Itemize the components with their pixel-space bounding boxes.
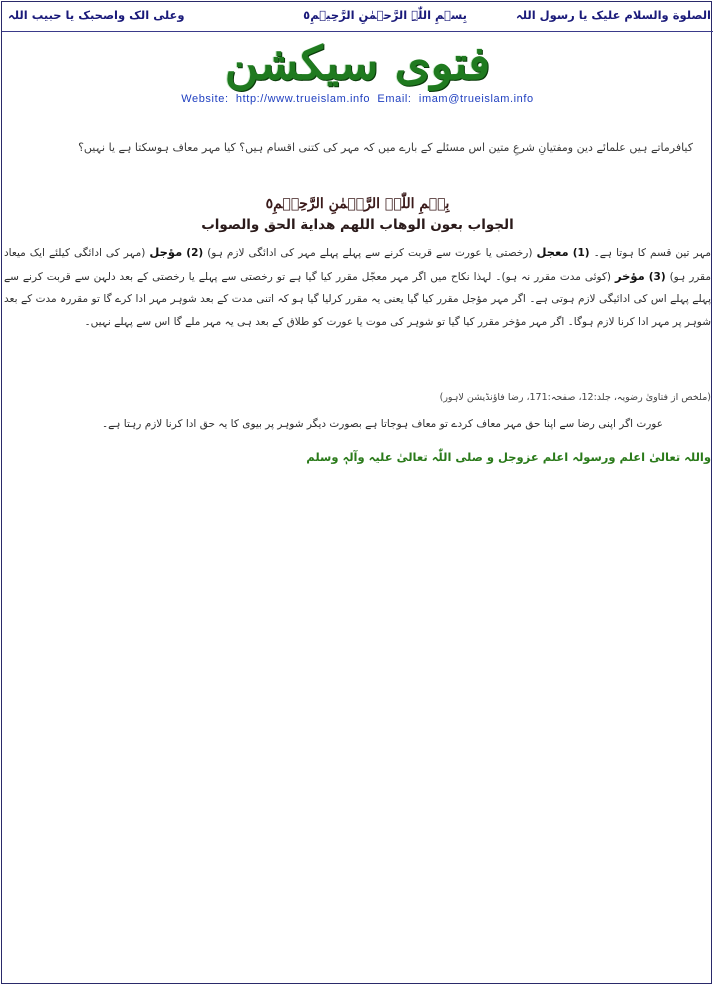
term-muajjal-2-desc: (مہر کی ادائگی کیلئے ایک میعاد مقرر ہو) (4, 247, 711, 283)
answer-heading: الجواب بعون الوهاب اللهم هداية الحق والصواب (201, 217, 514, 233)
page-title: فتوی سیکشن (224, 36, 491, 90)
salutation-header (4, 8, 711, 28)
question-text: کیافرماتے ہیں علمائے دین ومفتیانِ شرعِ متین اس مسئلے کے بارے میں کہ مہر کی کتنی اقسام ہیں؟ کیا مہر معاف ہوسکتا ہے یا نہیں؟ (78, 141, 693, 154)
header-salutation-right: الصلوة والسلام عليک يا رسول اللہ (515, 8, 711, 22)
answer-intro: مہر تین قسم کا ہوتا ہے۔ (593, 247, 712, 259)
forgiveness-paragraph: عورت اگر اپنی رضا سے اپنا حق مہر معاف کردے تو معاف ہوجاتا ہے بصورت دیگر شوہر پر بیوی کا یہ حق ادا کرنا لازم رہتا ہے۔ (101, 418, 663, 430)
closing-statement: واللہ تعالیٰ اعلم ورسولہ اعلم عزوجل و صلی اللّٰہ تعالیٰ علیہ وآلہٖ وسلم (306, 450, 711, 464)
item-number-2: (2) (186, 247, 204, 259)
term-muajjal-2: مؤجل (149, 245, 183, 259)
contact-line[interactable]: Website: http://www.trueislam.info Email: imam@trueislam.info (181, 93, 534, 105)
term-muakhkhar-desc: (کوئی مدت مقرر نہ ہو)۔ لہذا نکاح میں اگر مہر معجّل مقرر کیا گیا ہے تو رخصتی سے پہلے یا رخصتی کے بعد دلہن سے قربت کرنے سے پہلے پہلے اس کی ادائیگی لازم ہوتی ہے۔ اگر مہر مؤجل مقرر کیا گیا یعنی یہ مقرر کرلیا گیا ہو کہ اتنی مدت کے بعد شوہر مہر ادا کرے گا تو مقررہ مدت کے بعد شوہر پر مہر ادا کرنا لازم ہوگا۔ اگر مہر مؤخر مقرر کیا گیا تو شوہر کی موت یا عورت کو طلاق کے بعد ہی یہ مہر ملے گا اس سے پہلے نہیں۔ (4, 270, 711, 328)
term-muakhkhar: مؤخر (614, 268, 645, 283)
reference-citation: (ملخص از فتاویٰ رضویہ، جلد:12، صفحہ:171، رضا فاؤنڈیشن لاہور) (439, 392, 711, 403)
answer-paragraph (4, 241, 711, 333)
header-divider (2, 31, 713, 32)
item-number-1: (1) (572, 247, 590, 259)
header-salutation-left: وعلی الک واصحبک يا حبيب اللہ (8, 8, 185, 22)
term-muajjal-desc: (رخصتی یا عورت سے قربت کرنے سے پہلے پہلے مہر کی ادائگی لازم ہو) (207, 247, 533, 259)
header-bismillah: بِسۡمِ اللّٰہِ الرَّحۡمٰنِ الرَّحِیۡمِ٥ (303, 8, 467, 22)
answer-bismillah: بِسۡمِ اللّٰہِ الرَّحۡمٰنِ الرَّحِیۡمِ٥ (265, 196, 450, 212)
term-muajjal: معجل (536, 245, 569, 259)
item-number-3: (3) (648, 270, 666, 283)
